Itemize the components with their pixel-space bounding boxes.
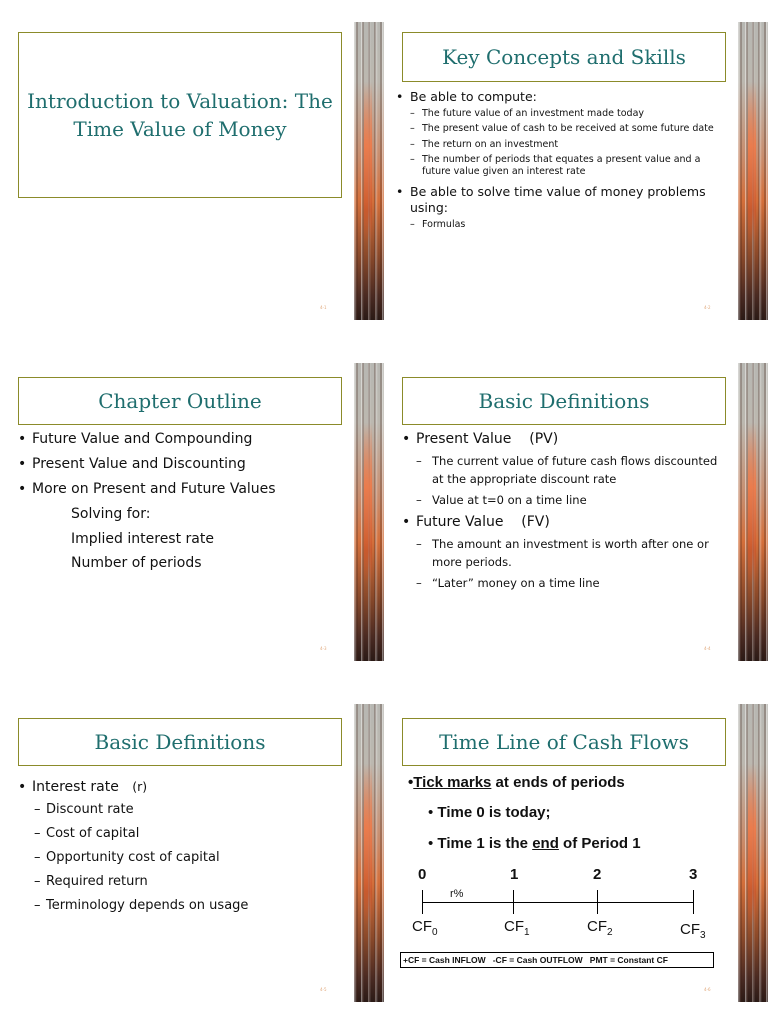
- slide-decoration: [354, 363, 384, 661]
- bullet: • Present Value (PV) – The current value of future cash flows discounted at the appropriate discount rate – Value at t=0 on a time line: [400, 430, 730, 509]
- slide-title-box: [18, 32, 342, 198]
- sub-bullet: – The present value of cash to be received at some future date: [410, 123, 726, 135]
- bullet: • Be able to compute: – The future value of an investment made today – The present value of cash to be received at some future date – The return on an investment – The number of periods that equates a present value and a future value given an interest rate: [394, 89, 726, 179]
- period-label: 1: [510, 866, 519, 883]
- timeline: [384, 704, 738, 1004]
- sub-bullet: – The current value of future cash flows discounted at the appropriate discount rate: [416, 453, 730, 489]
- sub-bullet: – Cost of capital: [34, 824, 346, 844]
- sub-bullet: – Terminology depends on usage: [34, 896, 346, 916]
- period-label: 3: [689, 866, 698, 883]
- indented-item: Number of periods: [71, 555, 202, 572]
- slide-title: Chapter Outline: [98, 389, 262, 413]
- slide-6: [384, 704, 768, 1004]
- cash-flow-legend: +CF = Cash INFLOW -CF = Cash OUTFLOW PMT = Constant CF: [400, 952, 714, 968]
- tick-mark: [693, 890, 694, 914]
- slide-title-box: [18, 718, 342, 766]
- slide-body: [16, 430, 346, 573]
- slide-5: [0, 704, 384, 1004]
- sub-bullet: – Required return: [34, 872, 346, 892]
- timeline-bullet-3: • Time 1 is the end of Period 1: [428, 835, 641, 852]
- rate-label: r%: [450, 888, 464, 900]
- tick-mark: [513, 890, 514, 914]
- period-label: 0: [418, 866, 427, 883]
- slide-title: Time Line of Cash Flows: [439, 730, 689, 754]
- indented-item: Solving for:: [71, 505, 151, 522]
- slide-title: Basic Definitions: [478, 389, 650, 413]
- cash-flow-label: $CF_0$: [412, 918, 438, 938]
- slide-title-box: [402, 32, 726, 82]
- slide-2: [384, 22, 768, 322]
- timeline-bullet-2: • Time 0 is today;: [428, 804, 551, 821]
- tick-mark: [422, 890, 423, 914]
- slide-number: 4-6: [704, 987, 711, 992]
- slide-number: 4-2: [704, 305, 711, 310]
- cash-flow-label: $CF_1$: [504, 918, 530, 938]
- slide-number: 4-5: [320, 987, 327, 992]
- slide-number: 4-1: [320, 305, 327, 310]
- timeline-bullet-1: •Tick marks at ends of periods: [408, 774, 625, 791]
- slide-body: [394, 89, 726, 237]
- slide-decoration: [354, 22, 384, 320]
- slide-body: [16, 778, 346, 920]
- sub-bullet: – Opportunity cost of capital: [34, 848, 346, 868]
- slide-title: Key Concepts and Skills: [442, 45, 686, 69]
- slide-title: Introduction to Valuation: The Time Value of Money: [27, 89, 333, 141]
- slide-decoration: [738, 22, 768, 320]
- tick-mark: [597, 890, 598, 914]
- sub-bullet: – The future value of an investment made today: [410, 108, 726, 120]
- sub-bullet: – Discount rate: [34, 800, 346, 820]
- period-label: 2: [593, 866, 602, 883]
- slide-body: [400, 430, 730, 598]
- slide-number: 4-4: [704, 646, 711, 651]
- slide-decoration: [738, 704, 768, 1002]
- sub-bullet: – Formulas: [410, 219, 726, 231]
- slide-decoration: [354, 704, 384, 1002]
- slide-decoration: [738, 363, 768, 661]
- slide-title: Basic Definitions: [94, 730, 266, 754]
- bullet: • Future Value (FV) – The amount an investment is worth after one or more periods. – “Later” money on a time line: [400, 513, 730, 592]
- slide-title-box: [18, 377, 342, 425]
- bullet: • More on Present and Future Values: [16, 480, 346, 499]
- cash-flow-label: $CF_3$: [680, 921, 706, 941]
- sub-bullet: – “Later” money on a time line: [416, 575, 730, 593]
- slide-title-box: [402, 377, 726, 425]
- slide-3: [0, 363, 384, 663]
- bullet: • Interest rate (r): [16, 778, 346, 797]
- timeline-axis: [422, 902, 694, 903]
- sub-bullet: – Value at t=0 on a time line: [416, 492, 730, 510]
- indented-item: Implied interest rate: [71, 530, 214, 547]
- bullet: • Present Value and Discounting: [16, 455, 346, 474]
- cash-flow-label: $CF_2$: [587, 918, 613, 938]
- slide-number: 4-3: [320, 646, 327, 651]
- sub-bullet: – The amount an investment is worth after one or more periods.: [416, 536, 730, 572]
- bullet: • Future Value and Compounding: [16, 430, 346, 449]
- slide-4: [384, 363, 768, 663]
- sub-bullet: – The number of periods that equates a present value and a future value given an interest rate: [410, 154, 726, 179]
- bullet: • Be able to solve time value of money problems using: – Formulas: [394, 184, 726, 232]
- sub-bullet: – The return on an investment: [410, 139, 726, 151]
- slide-1: [0, 22, 384, 322]
